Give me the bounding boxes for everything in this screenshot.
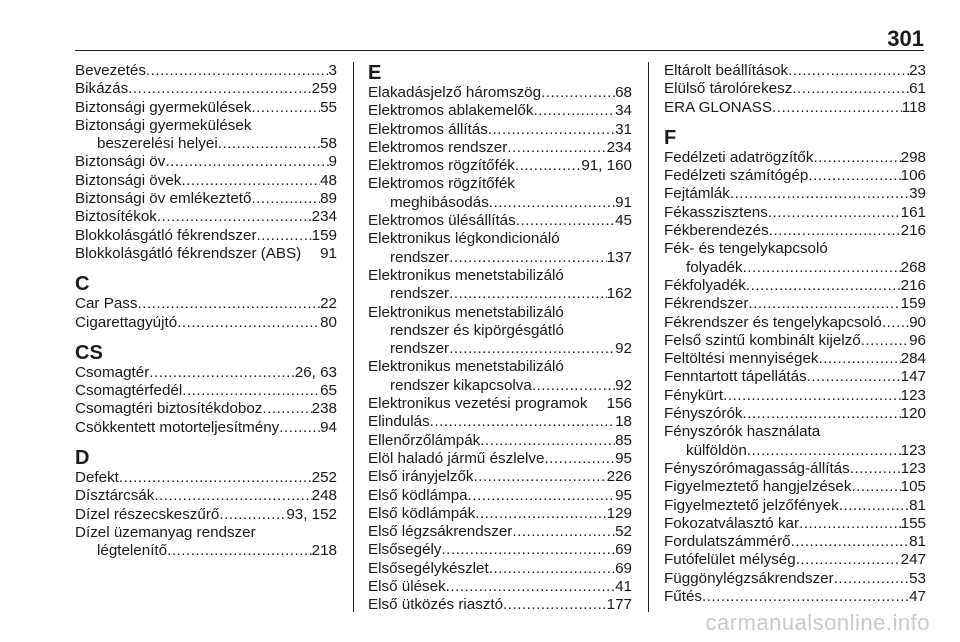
index-entry-page: 80 (320, 313, 337, 331)
dot-leader (772, 99, 902, 117)
index-entry-term: Fűtés (664, 588, 702, 606)
index-entry-term: Csomagtér (75, 363, 150, 381)
dot-leader (723, 387, 901, 405)
dot-leader (219, 506, 286, 524)
index-entry (664, 497, 926, 515)
column-divider (648, 62, 649, 612)
index-entry-page: 155 (900, 514, 926, 532)
index-entry (75, 190, 337, 208)
index-entry (664, 62, 926, 80)
index-entry (75, 542, 337, 560)
dot-leader (157, 208, 312, 226)
index-entry-term: Biztosítékok (75, 208, 157, 226)
index-entry (368, 340, 632, 358)
index-entry-page: 52 (615, 523, 632, 541)
dot-leader (137, 295, 320, 313)
index-entry-page: 93, 152 (286, 505, 337, 523)
index-entry (368, 194, 632, 212)
index-entry-page: 65 (320, 382, 337, 400)
dot-leader (128, 80, 311, 98)
index-entry-term: Elektromos ablakemelők (368, 102, 534, 120)
dot-leader (167, 542, 312, 560)
dot-leader (257, 227, 312, 245)
index-entry-term: Defekt (75, 469, 119, 487)
index-entry-page: 118 (901, 98, 926, 116)
dot-leader (792, 80, 909, 98)
index-entry-page: 234 (311, 208, 337, 226)
index-entry-page: 159 (311, 226, 337, 244)
header-rule (75, 50, 924, 51)
dot-leader (544, 450, 615, 468)
index-entry-term: Fékrendszer és tengelykapcsoló (664, 313, 882, 331)
page-number: 301 (887, 26, 924, 51)
dot-leader (449, 285, 607, 303)
index-entry-page: 18 (615, 413, 632, 431)
index-entry-page: 156 (606, 395, 632, 413)
index-entry-page: 90 (909, 313, 926, 331)
index-entry-term: Első ütközés riasztó (368, 596, 504, 614)
index-entry-page: 218 (311, 542, 337, 560)
index-entry-term: Elektronikus vezetési programok (368, 395, 588, 413)
index-entry (664, 478, 926, 496)
index-entry (664, 277, 926, 295)
dot-leader (512, 523, 615, 541)
index-entry-page: 26, 63 (294, 363, 337, 381)
section-letter: E (368, 62, 382, 84)
index-entry-term: Fedélzeti számítógép (664, 167, 809, 185)
dot-leader (446, 578, 615, 596)
index-entry-page: 68 (615, 84, 632, 101)
dot-leader (182, 382, 320, 400)
index-entry-term: Fékasszisztens (664, 203, 768, 221)
index-entry-heading: Biztonsági gyermekülések (75, 116, 252, 134)
index-entry (664, 314, 926, 332)
index-entry (368, 413, 632, 431)
index-entry (75, 419, 337, 437)
index-entry-heading: Elektronikus menetstabilizáló (368, 358, 564, 376)
dot-leader (839, 497, 909, 515)
index-entry (75, 99, 337, 117)
index-entry-term: rendszer (390, 285, 450, 303)
index-entry-term: Fékberendezés (664, 222, 769, 240)
index-entry-page: 248 (311, 487, 337, 505)
index-entry-term: Elektromos állítás (368, 120, 488, 138)
index-entry-page: 284 (900, 350, 926, 368)
dot-leader (851, 478, 900, 496)
index-entry (368, 596, 632, 614)
index-entry (664, 204, 926, 222)
index-entry-heading: Dízel üzemanyag rendszer (75, 523, 256, 541)
dot-leader (441, 541, 615, 559)
index-entry-page: 31 (615, 120, 632, 138)
dot-leader (813, 149, 900, 167)
index-entry (664, 515, 926, 533)
index-entry-term: Elektromos ülésállítás (368, 212, 516, 230)
index-entry-page: 129 (606, 504, 632, 522)
dot-leader (154, 487, 311, 505)
column-divider (353, 62, 354, 612)
index-entry-page: 123 (900, 441, 926, 459)
index-entry (664, 533, 926, 551)
dot-leader (488, 121, 615, 139)
index-entry-term: Blokkolásgátló fékrendszer (ABS) (75, 244, 302, 262)
index-entry-term: rendszer (390, 248, 450, 266)
index-entry-term: Első ülések (368, 578, 446, 596)
index-entry-page: 247 (900, 551, 926, 569)
index-entry-term: Elindulás (368, 413, 430, 431)
dot-leader (808, 167, 900, 185)
index-entry (368, 157, 632, 175)
dot-leader (218, 135, 320, 153)
dot-leader (730, 185, 909, 203)
dot-leader (489, 194, 615, 212)
index-entry (368, 285, 632, 303)
dot-leader (475, 505, 606, 523)
index-entry-term: Feltöltési mennyiségek (664, 350, 819, 368)
index-entry-heading: Elektronikus menetstabilizáló (368, 266, 564, 284)
dot-leader (516, 212, 615, 230)
index-entry-page: 45 (615, 212, 632, 230)
dot-leader (834, 570, 909, 588)
index-column-1 (75, 62, 337, 561)
index-entry-term: Futófelület mélység (664, 551, 796, 569)
index-entry (664, 387, 926, 405)
index-entry-page: 120 (900, 405, 926, 423)
index-entry-page: 91 (320, 244, 337, 262)
index-entry-page: 39 (909, 185, 926, 203)
index-entry-term: beszerelési helyei (97, 135, 218, 153)
index-entry-term: Dísztárcsák (75, 487, 155, 505)
index-entry-page: 162 (606, 285, 632, 303)
index-entry (664, 167, 926, 185)
index-entry-page: 123 (900, 459, 926, 477)
index-entry (664, 588, 926, 606)
index-entry-term: Fenntartott tápellátás (664, 368, 807, 386)
index-entry (368, 560, 632, 578)
index-entry-page: 3 (328, 62, 337, 79)
index-entry (75, 208, 337, 226)
index-entry-term: Blokkolásgátló fékrendszer (75, 226, 257, 244)
index-entry-term: Figyelmeztető hangjelzések (664, 478, 852, 496)
dot-leader (251, 190, 320, 208)
index-entry-heading: rendszer és kipörgésgátló (390, 321, 564, 339)
section-letter: D (75, 447, 90, 470)
dot-leader (474, 468, 607, 486)
index-entry-term: Fedélzeti adatrögzítők (664, 148, 814, 166)
index-entry-page: 81 (909, 533, 926, 551)
index-entry-page: 123 (900, 386, 926, 404)
index-entry (368, 377, 632, 395)
index-entry (664, 185, 926, 203)
dot-leader (449, 249, 607, 267)
index-entry-page: 252 (311, 469, 337, 487)
section-letter: C (75, 273, 90, 296)
dot-leader (480, 432, 615, 450)
index-entry (75, 314, 337, 332)
index-entry-page: 48 (320, 171, 337, 189)
index-entry-term: Felső szintű kombinált kijelző (664, 331, 861, 349)
dot-leader (177, 314, 320, 332)
index-entry-page: 58 (320, 135, 337, 153)
index-entry-page: 234 (606, 138, 632, 156)
index-entry (664, 80, 926, 98)
index-entry (75, 400, 337, 418)
index-entry-term: Elektromos rendszer (368, 138, 508, 156)
index-entry-page: 177 (606, 596, 632, 614)
index-entry (664, 442, 926, 460)
index-entry (368, 249, 632, 267)
index-entry-term: külföldön (686, 441, 747, 459)
index-entry (368, 505, 632, 523)
index-entry (664, 460, 926, 478)
index-entry-page: 53 (909, 569, 926, 587)
index-entry-term: Biztonsági gyermekülések (75, 98, 252, 116)
dot-leader (743, 405, 901, 423)
index-entry (664, 259, 926, 277)
index-entry-term: Bikázás (75, 80, 129, 98)
dot-leader (533, 102, 615, 120)
dot-leader (430, 413, 615, 431)
index-entry-term: Biztonsági öv (75, 153, 166, 171)
index-entry-term: Cigarettagyújtó (75, 313, 178, 331)
index-entry-page: 147 (900, 368, 926, 386)
index-entry-term: Első ködlámpa (368, 486, 468, 504)
index-entry-term: Elsősegély (368, 541, 442, 559)
index-entry (368, 212, 632, 230)
index-entry-page: 159 (900, 295, 926, 313)
index-entry-page: 47 (909, 588, 926, 606)
index-entry-term: Első ködlámpák (368, 504, 476, 522)
index-entry (368, 487, 632, 505)
index-entry-term: Car Pass (75, 295, 138, 313)
index-entry-term: ERA GLONASS (664, 98, 773, 116)
index-entry-page: 89 (320, 190, 337, 208)
index-entry (75, 506, 337, 524)
index-entry (368, 541, 632, 559)
index-column-3 (664, 62, 926, 606)
index-entry-page: 22 (320, 295, 337, 313)
index-entry (368, 121, 632, 139)
dot-leader (119, 469, 312, 487)
dot-leader (799, 515, 901, 533)
dot-leader (882, 314, 909, 332)
dot-leader (489, 560, 615, 578)
index-entry-term: rendszer kikapcsolva (390, 376, 532, 394)
index-entry (368, 578, 632, 596)
dot-leader (743, 259, 901, 277)
index-entry-page: 9 (328, 153, 337, 171)
index-entry (664, 570, 926, 588)
dot-leader (149, 364, 294, 382)
dot-leader (796, 551, 901, 569)
index-entry-term: Fékrendszer (664, 295, 749, 313)
index-entry-term: Fényszórómagasság-állítás (664, 459, 850, 477)
index-entry-page: 81 (909, 496, 926, 514)
index-entry-term: Fokozatválasztó kar (664, 514, 800, 532)
index-entry-page: 95 (615, 449, 632, 467)
index-entry (368, 395, 632, 413)
dot-leader (165, 153, 328, 171)
index-entry-page: 96 (909, 331, 926, 349)
dot-leader (541, 84, 615, 102)
index-entry-term: Elöl haladó jármű észlelve (368, 449, 545, 467)
index-entry-page: 69 (615, 559, 632, 577)
index-entry (75, 487, 337, 505)
index-entry (75, 80, 337, 98)
index-entry-page: 92 (615, 376, 632, 394)
dot-leader (301, 245, 314, 263)
index-entry-page: 41 (615, 578, 632, 596)
dot-leader (449, 340, 615, 358)
index-entry-term: Elsősegélykészlet (368, 559, 489, 577)
index-entry-term: légtelenítő (97, 542, 168, 560)
index-entry-heading: Fényszórók használata (664, 423, 821, 441)
dot-leader (746, 277, 901, 295)
index-entry-term: Csomagtérfedél (75, 382, 183, 400)
index-entry-term: Figyelmeztető jelzőfények (664, 496, 839, 514)
index-entry-term: Bevezetés (75, 62, 146, 79)
index-entry-page: 55 (320, 98, 337, 116)
index-entry-page: 95 (615, 486, 632, 504)
index-entry-page: 238 (311, 400, 337, 418)
index-entry-term: Elakadásjelző háromszög (368, 84, 542, 101)
index-entry-term: Ellenőrzőlámpák (368, 431, 481, 449)
dot-leader (587, 395, 600, 413)
index-entry (75, 62, 337, 80)
index-entry-term: Fényszórók (664, 405, 743, 423)
index-entry (368, 84, 632, 102)
index-entry-page: 92 (615, 340, 632, 358)
index-entry-page: 106 (900, 167, 926, 185)
dot-leader (748, 295, 900, 313)
index-entry (368, 432, 632, 450)
index-entry-page: 259 (311, 80, 337, 98)
index-entry-term: Fejtámlák (664, 185, 730, 203)
dot-leader (262, 400, 311, 418)
index-entry-page: 61 (909, 80, 926, 98)
index-entry-heading: Fék- és tengelykapcsoló (664, 240, 828, 258)
index-entry (664, 368, 926, 386)
index-entry (75, 172, 337, 190)
index-entry-page: 69 (615, 541, 632, 559)
dot-leader (503, 596, 607, 614)
index-entry (368, 468, 632, 486)
index-entry (664, 295, 926, 313)
dot-leader (747, 442, 901, 460)
dot-leader (279, 419, 320, 437)
index-entry (368, 450, 632, 468)
index-entry-page: 105 (900, 478, 926, 496)
index-entry-term: Elülső tárolórekesz (664, 80, 793, 98)
index-entry-term: Csökkentett motorteljesítmény (75, 418, 280, 436)
index-entry (75, 364, 337, 382)
dot-leader (807, 368, 901, 386)
section-letter: F (664, 126, 677, 149)
index-entry-term: Fénykürt (664, 386, 724, 404)
index-entry (664, 222, 926, 240)
index-entry (75, 153, 337, 171)
index-entry (664, 350, 926, 368)
index-entry-page: 216 (900, 222, 926, 240)
index-column-2 (368, 62, 632, 615)
dot-leader (788, 62, 909, 80)
dot-leader (507, 139, 606, 157)
index-entry (664, 332, 926, 350)
dot-leader (146, 62, 329, 80)
index-entry-term: Első légzsákrendszer (368, 523, 513, 541)
index-entry-term: Első irányjelzők (368, 468, 474, 486)
index-entry-term: meghibásodás (390, 193, 489, 211)
index-entry-page: 216 (900, 276, 926, 294)
watermark-text: carmanualsonline.info (705, 610, 930, 635)
dot-leader (702, 588, 909, 606)
index-entry (368, 102, 632, 120)
dot-leader (532, 377, 615, 395)
index-entry-heading: Elektronikus légkondicionáló (368, 230, 560, 248)
index-entry-page: 298 (900, 148, 926, 166)
dot-leader (850, 460, 901, 478)
index-entry (368, 139, 632, 157)
index-entry (75, 469, 337, 487)
section-letter: CS (75, 341, 103, 364)
index-entry-page: 161 (900, 203, 926, 221)
dot-leader (251, 99, 320, 117)
index-entry (368, 523, 632, 541)
index-entry-term: Elektromos rögzítőfék (368, 157, 515, 175)
index-entry (664, 149, 926, 167)
index-entry-term: Eltárolt beállítások (664, 62, 789, 79)
dot-leader (181, 172, 320, 190)
index-entry-term: rendszer (390, 340, 450, 358)
index-entry-term: Fordulatszámmérő (664, 533, 791, 551)
dot-leader (818, 350, 900, 368)
dot-leader (791, 533, 909, 551)
index-entry-page: 268 (900, 258, 926, 276)
index-entry-page: 91, 160 (581, 157, 632, 175)
index-entry-term: Dízel részecskeszűrő (75, 505, 220, 523)
dot-leader (769, 222, 901, 240)
index-entry-term: folyadék (686, 258, 743, 276)
index-entry (75, 295, 337, 313)
index-entry (75, 382, 337, 400)
index-entry (664, 405, 926, 423)
index-entry (75, 245, 337, 263)
index-entry-page: 91 (615, 193, 632, 211)
index-entry-heading: Elektronikus menetstabilizáló (368, 303, 564, 321)
index-entry-term: Biztonsági övek (75, 171, 182, 189)
index-entry-page: 34 (615, 102, 632, 120)
index-entry-page: 85 (615, 431, 632, 449)
index-entry (75, 135, 337, 153)
index-entry-term: Biztonsági öv emlékeztető (75, 190, 252, 208)
index-entry-page: 226 (606, 468, 632, 486)
dot-leader (468, 487, 615, 505)
index-entry-term: Csomagtéri biztosítékdoboz (75, 400, 263, 418)
index-entry-page: 137 (606, 248, 632, 266)
index-entry-page: 94 (320, 418, 337, 436)
dot-leader (515, 157, 581, 175)
index-entry-term: Fékfolyadék (664, 276, 746, 294)
dot-leader (861, 332, 909, 350)
index-entry-heading: Elektromos rögzítőfék (368, 175, 515, 193)
index-entry (664, 99, 926, 117)
index-entry (75, 227, 337, 245)
index-entry-term: Függönylégzsákrendszer (664, 569, 834, 587)
index-entry (664, 551, 926, 569)
dot-leader (768, 204, 901, 222)
index-entry-page: 23 (909, 62, 926, 79)
